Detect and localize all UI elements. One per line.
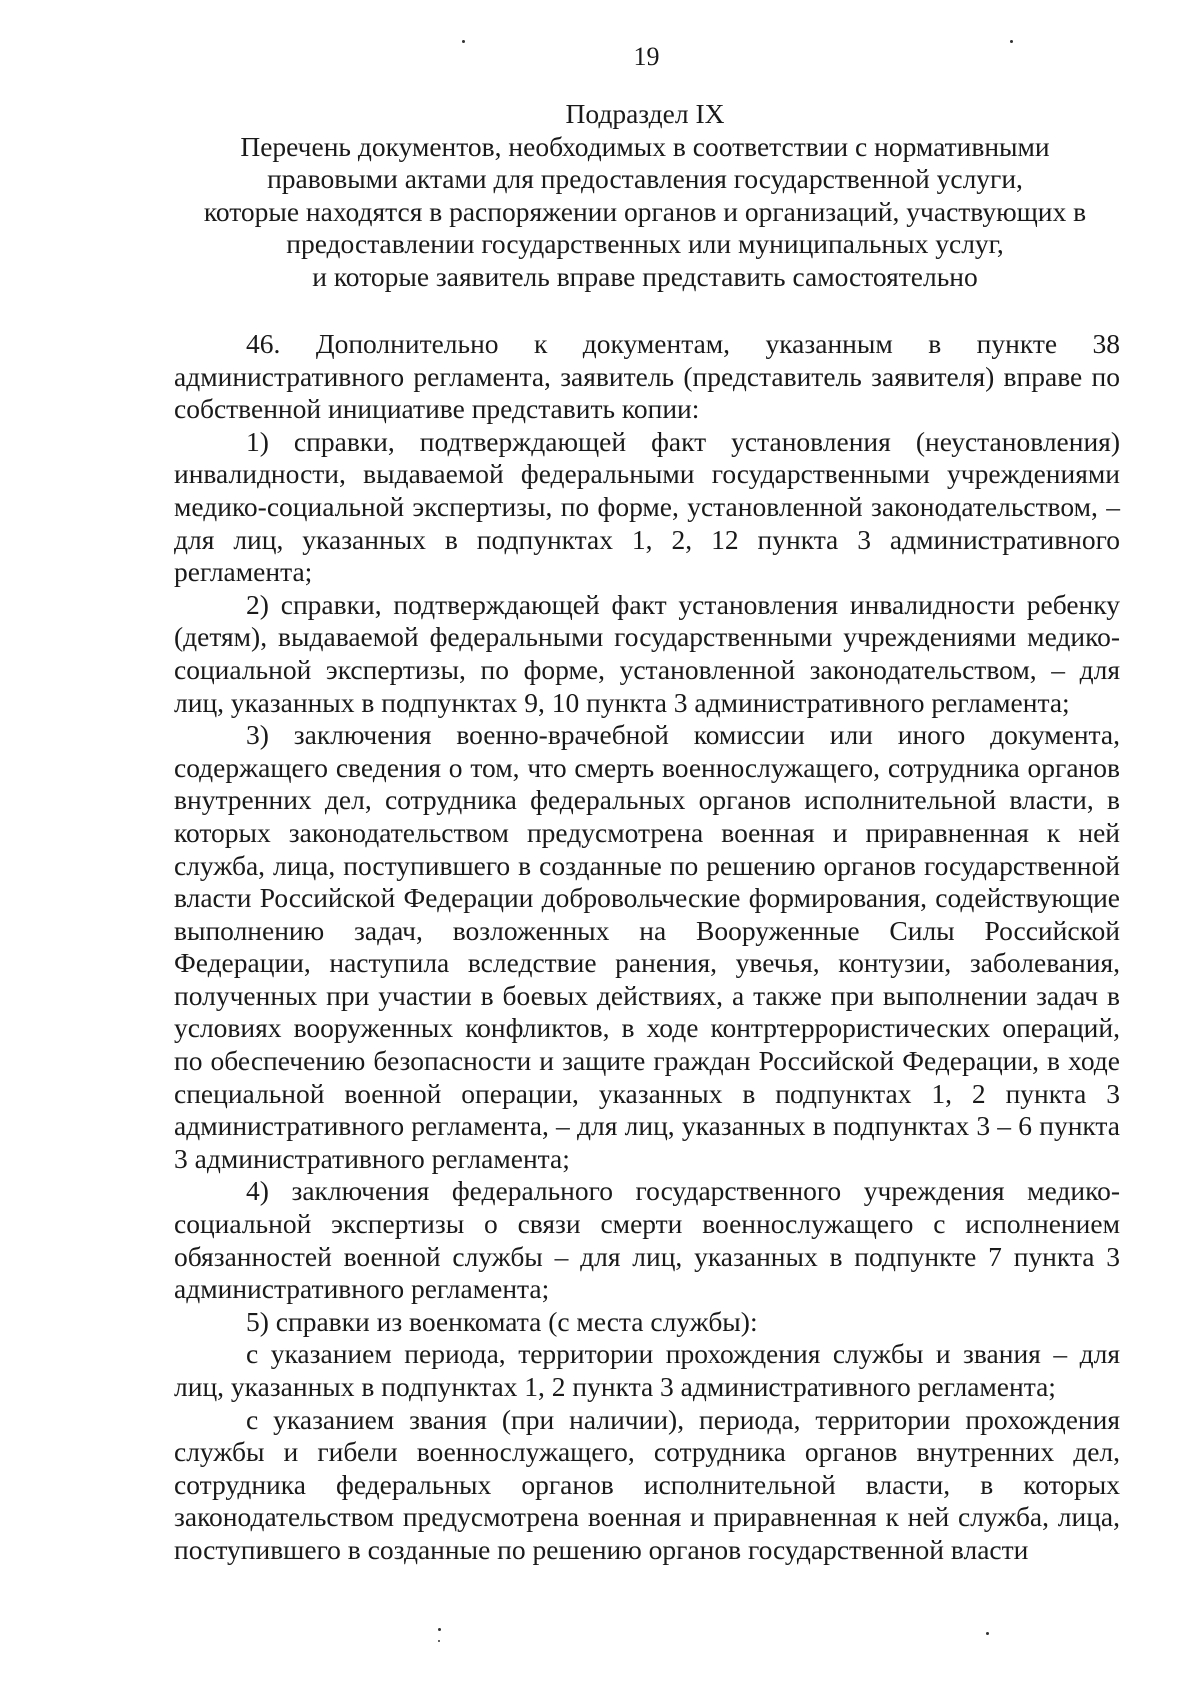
scan-speck [462,40,465,43]
list-item-2: 2) справки, подтверждающей факт установления инвалидности ребенку (детям), выдаваемой федеральными государственными учреждениями медико-социальной экспертизы, по форме, установленной законодательством, – для лиц, указанных в подпунктах 9, 10 пункта 3 административного регламента; [174,588,1120,718]
sub-item-5b: с указанием звания (при наличии), периода, территории прохождения службы и гибели военнослужащего, сотрудника органов внутренних дел, сотрудника федеральных органов исполнительной власти, в которых законодательством предусмотрена военная и приравненная к ней служба, лица, поступившего в созданные по решению органов государственной власти [174,1403,1120,1565]
heading-line: предоставлении государственных или муниципальных услуг, [286,228,1004,259]
subsection-title: Подраздел IX [565,98,725,129]
heading-line: и которые заявитель вправе представить самостоятельно [312,260,978,292]
scan-speck [438,1628,441,1631]
section-heading [190,98,1100,293]
list-item-5: 5) справки из военкомата (с места службы): [246,1305,758,1337]
heading-line: правовыми актами для предоставления государственной услуги, [267,163,1023,194]
list-item-1: 1) справки, подтверждающей факт установления (неустановления) инвалидности, выдаваемой федеральными государственными учреждениями медико-социальной экспертизы, по форме, установленной законодательством, – для лиц, указанных в подпунктах 1, 2, 12 пункта 3 административного регламента; [174,425,1120,588]
scan-speck [986,1632,989,1635]
list-item-4: 4) заключения федерального государственного учреждения медико-социальной экспертизы о связи смерти военнослужащего с исполнением обязанностей военной службы – для лиц, указанных в подпункте 7 пункта 3 административного регламента; [174,1175,1120,1305]
list-item-3: 3) заключения военно-врачебной комиссии или иного документа, содержащего сведения о том, что смерть военнослужащего, сотрудника органов внутренних дел, сотрудника федеральных органов исполнительной власти, в которых законодательством предусмотрена военная и приравненная к ней служба, лица, поступившего в созданные по решению органов государственной власти Российской Федерации добровольческие формирования, содействующие выполнению задач, возложенных на Вооруженные Силы Российской Федерации, наступила вследствие ранения, увечья, контузии, заболевания, полученных при участии в боевых действиях, а также при выполнении задач в условиях вооруженных конфликтов, в ходе контртеррористических операций, по обеспечению безопасности и защите граждан Российской Федерации, в ходе специальной военной операции, указанных в подпунктах 1, 2 пункта 3 административного регламента, – для лиц, указанных в подпунктах 3 – 6 пункта 3 административного регламента; [174,719,1120,1174]
heading-line: Перечень документов, необходимых в соответствии с нормативными [240,130,1050,162]
document-body [174,328,1120,1567]
sub-item-5a: с указанием периода, территории прохождения службы и звания – для лиц, указанных в подпунктах 1, 2 пункта 3 административного регламента; [174,1338,1120,1402]
paragraph-46: 46. Дополнительно к документам, указанным в пункте 38 административного регламента, заявитель (представитель заявителя) вправе по собственной инициативе представить копии: [174,328,1120,425]
heading-line: которые находятся в распоряжении органов и организаций, участвующих в [203,195,1087,227]
scan-speck [1010,40,1013,43]
scan-speck [438,1640,440,1642]
page-number: 19 [633,42,660,71]
